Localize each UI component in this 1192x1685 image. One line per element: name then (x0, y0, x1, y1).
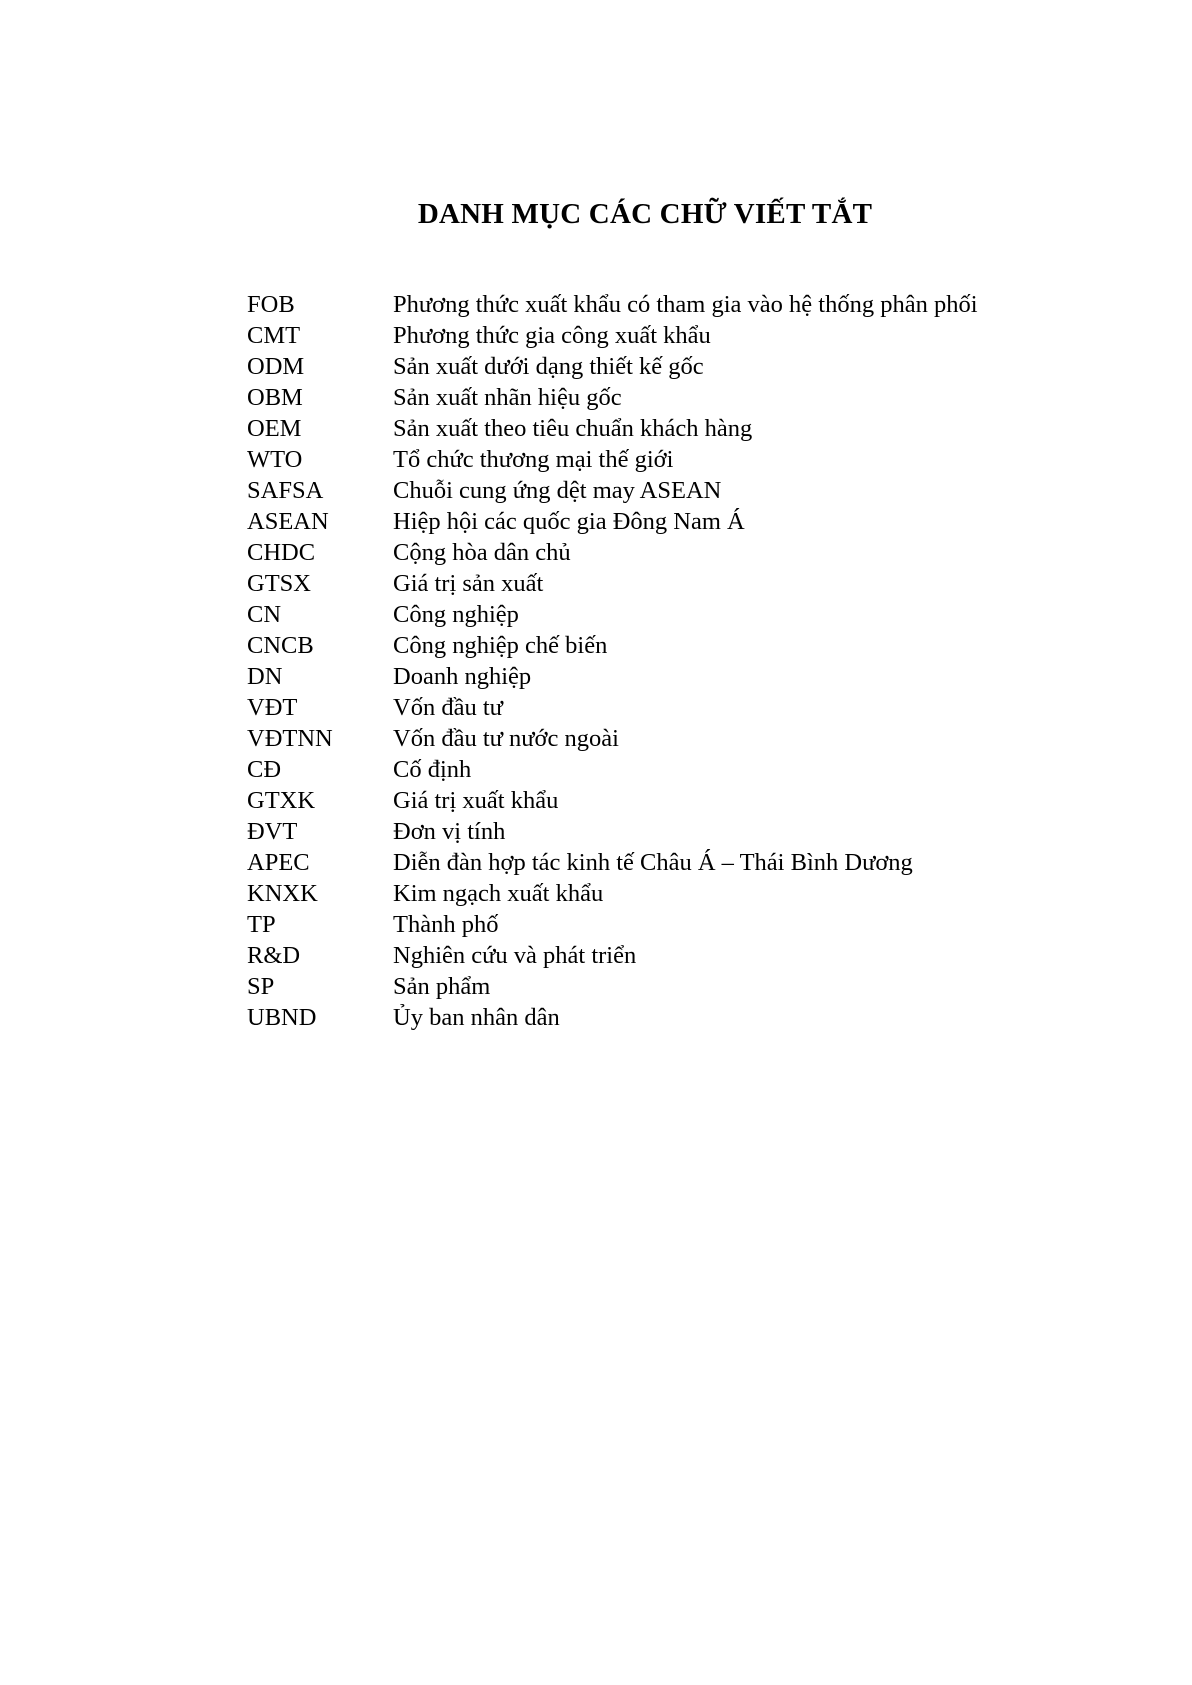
abbreviation-code: CN (247, 601, 282, 628)
abbreviation-meaning: Ủy ban nhân dân (393, 1004, 560, 1031)
abbreviation-meaning: Phương thức xuất khẩu có tham gia vào hệ thống phân phối (393, 291, 978, 318)
abbreviation-meaning: Sản phẩm (393, 973, 491, 1000)
abbreviation-code: GTXK (247, 787, 316, 814)
abbreviation-code: OEM (247, 415, 302, 442)
abbreviation-code: CMT (247, 322, 301, 349)
abbreviation-meaning: Công nghiệp (393, 601, 519, 628)
abbreviation-meaning: Diễn đàn hợp tác kinh tế Châu Á – Thái Bình Dương (393, 849, 913, 876)
abbreviation-meaning: Giá trị xuất khẩu (393, 787, 559, 814)
abbreviation-meaning: Công nghiệp chế biến (393, 632, 608, 659)
abbreviation-meaning: Đơn vị tính (393, 818, 506, 845)
abbreviation-meaning: Hiệp hội các quốc gia Đông Nam Á (393, 508, 745, 535)
abbreviation-meaning: Vốn đầu tư nước ngoài (393, 725, 619, 752)
abbreviation-meaning: Chuỗi cung ứng dệt may ASEAN (393, 477, 722, 504)
page-title: DANH MỤC CÁC CHỮ VIẾT TẮT (417, 198, 873, 230)
abbreviation-code: GTSX (247, 570, 311, 597)
abbreviation-code: VĐTNN (247, 725, 333, 752)
abbreviation-meaning: Nghiên cứu và phát triển (393, 942, 637, 969)
abbreviation-code: CNCB (247, 632, 314, 659)
abbreviation-code: R&D (247, 942, 301, 969)
abbreviation-meaning: Sản xuất nhãn hiệu gốc (393, 384, 622, 411)
abbreviation-meaning: Thành phố (393, 911, 499, 938)
abbreviation-meaning: Cố định (393, 756, 472, 783)
abbreviation-code: KNXK (247, 880, 318, 907)
abbreviation-meaning: Doanh nghiệp (393, 663, 532, 690)
abbreviation-meaning: Cộng hòa dân chủ (393, 539, 571, 566)
abbreviation-code: SAFSA (247, 477, 324, 504)
abbreviation-meaning: Tổ chức thương mại thế giới (393, 446, 674, 473)
abbreviation-meaning: Sản xuất dưới dạng thiết kế gốc (393, 353, 704, 380)
abbreviation-code: CHDC (247, 539, 316, 566)
abbreviation-code: WTO (247, 446, 303, 473)
abbreviation-code: TP (247, 911, 276, 938)
abbreviation-code: UBND (247, 1004, 317, 1031)
abbreviation-meaning: Phương thức gia công xuất khẩu (393, 322, 711, 349)
abbreviation-code: FOB (247, 291, 295, 318)
abbreviation-meaning: Vốn đầu tư (393, 694, 503, 721)
abbreviation-meaning: Kim ngạch xuất khẩu (393, 880, 604, 907)
abbreviation-meaning: Sản xuất theo tiêu chuẩn khách hàng (393, 415, 753, 442)
abbreviation-code: ODM (247, 353, 305, 380)
abbreviation-code: ASEAN (247, 508, 329, 535)
abbreviation-code: SP (247, 973, 275, 1000)
abbreviation-code: CĐ (247, 756, 282, 783)
abbreviation-code: VĐT (247, 694, 298, 721)
abbreviation-code: APEC (247, 849, 310, 876)
abbreviation-code: OBM (247, 384, 303, 411)
abbreviation-meaning: Giá trị sản xuất (393, 570, 544, 597)
abbreviation-code: DN (247, 663, 283, 690)
abbreviation-code: ĐVT (247, 818, 298, 845)
